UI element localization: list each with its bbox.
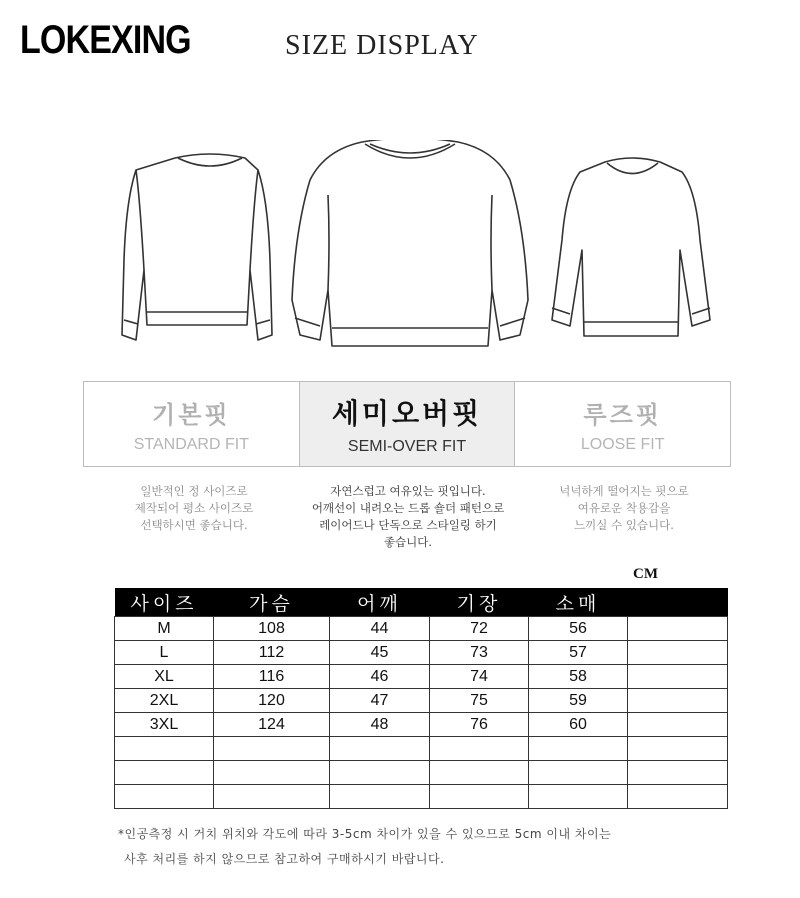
unit-label: CM — [633, 566, 658, 582]
column-header: 사이즈 — [115, 588, 214, 617]
table-cell — [628, 713, 728, 737]
column-header: 가슴 — [214, 588, 330, 617]
table-cell: 76 — [430, 713, 529, 737]
table-cell: 56 — [529, 617, 628, 641]
table-cell: 44 — [330, 617, 430, 641]
table-cell: 72 — [430, 617, 529, 641]
column-header — [628, 588, 728, 617]
size-table — [114, 588, 728, 809]
table-row — [115, 785, 728, 809]
fit-standard-english-label: STANDARD FIT — [133, 435, 249, 453]
fit-semi-over-english-label: SEMI-OVER FIT — [347, 438, 467, 455]
table-cell — [529, 737, 628, 761]
fit-loose-description — [516, 483, 732, 534]
description-line: 넉넉하게 떨어지는 핏으로 — [559, 484, 689, 498]
fit-selector — [83, 381, 731, 467]
description-line: 자연스럽고 여유있는 핏입니다. — [330, 484, 486, 498]
table-cell: 116 — [214, 665, 330, 689]
table-cell: 74 — [430, 665, 529, 689]
description-line: 어깨선이 내려오는 드롭 숄더 패턴으로 — [311, 501, 505, 515]
table-cell: 58 — [529, 665, 628, 689]
fit-loose — [514, 382, 730, 466]
table-cell — [529, 785, 628, 809]
table-cell — [214, 737, 330, 761]
fit-semi-over — [299, 382, 515, 466]
table-cell: 48 — [330, 713, 430, 737]
table-row — [115, 689, 728, 713]
table-cell — [214, 785, 330, 809]
column-header: 소매 — [529, 588, 628, 617]
table-header-row — [115, 588, 728, 617]
description-line: 선택하시면 좋습니다. — [140, 518, 248, 532]
table-row — [115, 761, 728, 785]
table-cell: 112 — [214, 641, 330, 665]
table-body — [115, 617, 728, 809]
table-cell — [330, 737, 430, 761]
description-line: 느끼실 수 있습니다. — [574, 518, 674, 532]
table-cell: 47 — [330, 689, 430, 713]
table-cell — [628, 761, 728, 785]
description-line: 레이어드나 단독으로 스타일링 하기 — [319, 518, 497, 532]
table-cell: 60 — [529, 713, 628, 737]
table-cell — [628, 737, 728, 761]
table-cell: XL — [115, 665, 214, 689]
table-cell — [214, 761, 330, 785]
table-cell: 124 — [214, 713, 330, 737]
fit-standard — [84, 382, 299, 466]
table-cell — [628, 785, 728, 809]
description-line: 좋습니다. — [383, 535, 433, 549]
table-cell: L — [115, 641, 214, 665]
table-cell: 59 — [529, 689, 628, 713]
description-line: 제작되어 평소 사이즈로 — [134, 501, 254, 515]
table-cell — [330, 785, 430, 809]
table-row — [115, 641, 728, 665]
table-cell: 57 — [529, 641, 628, 665]
fit-standard-korean-label: 기본핏 — [152, 400, 231, 429]
description-line: 일반적인 정 사이즈로 — [140, 484, 248, 498]
table-cell — [628, 641, 728, 665]
column-header: 어깨 — [330, 588, 430, 617]
measurement-note: *인공측정 시 거치 위치와 각도에 따라 3-5cm 차이가 있을 수 있으므로 5cm 이내 차이는 — [118, 827, 612, 841]
table-cell — [628, 665, 728, 689]
semi-over-fit-sweatshirt-illustration — [292, 140, 528, 346]
table-cell: 46 — [330, 665, 430, 689]
table-row — [115, 665, 728, 689]
fit-loose-english-label: LOOSE FIT — [580, 435, 665, 453]
table-cell — [628, 689, 728, 713]
loose-fit-sweatshirt-illustration — [552, 158, 710, 336]
table-cell — [115, 761, 214, 785]
garment-illustrations — [100, 140, 720, 360]
description-line: 여유로운 착용감을 — [577, 501, 671, 515]
brand-logo: LOKEXING — [20, 18, 191, 62]
fit-semi-over-description — [300, 483, 516, 551]
table-cell — [430, 737, 529, 761]
fit-standard-description — [86, 483, 302, 534]
page-title: SIZE DISPLAY — [285, 30, 479, 61]
fit-loose-korean-label: 루즈핏 — [583, 400, 662, 429]
table-cell: 108 — [214, 617, 330, 641]
column-header: 기장 — [430, 588, 529, 617]
table-cell: 45 — [330, 641, 430, 665]
fit-semi-over-korean-label: 세미오버핏 — [331, 397, 483, 430]
standard-fit-sweatshirt-illustration — [122, 154, 272, 340]
table-row — [115, 713, 728, 737]
table-cell: 75 — [430, 689, 529, 713]
table-cell: 3XL — [115, 713, 214, 737]
table-cell: M — [115, 617, 214, 641]
table-cell: 120 — [214, 689, 330, 713]
table-cell — [430, 761, 529, 785]
table-cell — [628, 617, 728, 641]
table-row — [115, 737, 728, 761]
table-cell — [330, 761, 430, 785]
table-cell: 2XL — [115, 689, 214, 713]
table-row — [115, 617, 728, 641]
table-cell — [115, 737, 214, 761]
table-cell — [430, 785, 529, 809]
table-cell — [115, 785, 214, 809]
table-cell: 73 — [430, 641, 529, 665]
measurement-note: 사후 처리를 하지 않으므로 참고하여 구매하시기 바랍니다. — [124, 852, 445, 866]
table-cell — [529, 761, 628, 785]
